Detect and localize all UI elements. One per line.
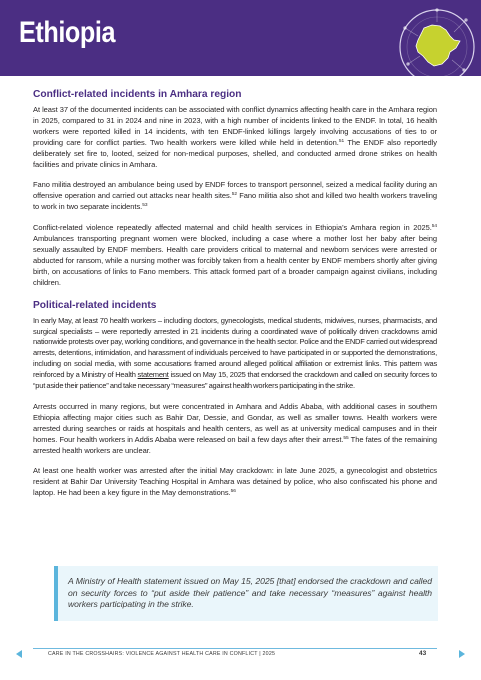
- footnote-ref[interactable]: 56: [230, 489, 236, 495]
- paragraph: Conflict-related violence repeatedly affected maternal and child health services in Ethiopia’s Amhara region in 2025.54 Ambulances transporting pregnant women were blocked, including a case where a mother lost her baby after being sexually assaulted by ENDF members. Health care providers critical to maternal and newborn services were arrested or abducted for ransom, while a nursing mother was forcibly taken from a health center by ENDF members shortly after giving birth, on accusations of links to Fano members. This attack formed part of a broader campaign against civilians, including children.: [33, 223, 437, 287]
- previous-page-arrow-icon[interactable]: [16, 650, 22, 658]
- ethiopia-map-icon: [396, 6, 478, 76]
- footnote-ref[interactable]: 53: [142, 203, 148, 209]
- footnote-ref[interactable]: 51: [338, 138, 345, 144]
- page-number: 43: [419, 650, 427, 657]
- paragraph: Arrests occurred in many regions, but were concentrated in Amhara and Addis Ababa, with additional cases in southern Ethiopia affecting major cities such as Bahir Dar, Dessie, and Gondar, as well as smaller towns. Health workers were arrested during searches or raids at hospitals and health centers, as well as at university medical campuses and in their homes. Four health workers in Addis Ababa were released on bail a few days after their arrest.$^{55}$ The fates of the remaining arrested health workers are unclear.: [33, 401, 437, 455]
- pull-quote-text: A Ministry of Health statement issued on May 15, 2025 [that] endorsed the crackdown and called on security forces to “put aside their patience” and take necessary “measures” against health workers participating in the strike.: [68, 576, 432, 610]
- next-page-arrow-icon[interactable]: [459, 650, 465, 658]
- footer-divider: [33, 648, 437, 649]
- quote-accent-bar: [54, 566, 58, 621]
- main-content: [33, 88, 437, 509]
- footnote-ref[interactable]: 52: [231, 192, 237, 198]
- footer-title: CARE IN THE CROSSHAIRS: VIOLENCE AGAINST HEALTH CARE IN CONFLICT | 2025: [48, 651, 276, 657]
- section-heading-conflict: Conflict-related incidents in Amhara region: [33, 89, 242, 100]
- pull-quote: [54, 566, 438, 621]
- page-title: Ethiopia: [19, 16, 116, 49]
- section-heading-political: Political-related incidents: [33, 299, 157, 311]
- page-header: [0, 0, 481, 76]
- paragraph: Fano militia destroyed an ambulance being used by ENDF forces to transport personnel, seized a medical facility during an offensive operation and carried out attacks near health sites.$^{52}$ Fano militia also shot and killed two health workers traveling to work in two separate incidents.$^{53}$: [33, 180, 437, 212]
- paragraph: At least one health worker was arrested after the initial May crackdown: in late June 2025, a gynecologist and obstetrics resident at Bahir Dar University Teaching Hospital in Amhara was detained by police, who also confiscated his phone and laptop. He had been a key figure in the May demonstrations.$^{56}$: [33, 466, 437, 498]
- paragraph: In early May, at least 70 health workers – including doctors, gynecologists, medical students, midwives, nurses, pharmacists, and surgical specialists – were reportedly arrested in 21 incidents during a coordinated wave of politically driven crackdowns amid nationwide protests over pay, working conditions, and governance in the health sector. Police and the ENDF carried out widespread arrests, detentions, intimidation, and harassment of individuals perceived to have participated in or supported the demonstrations, including on social media, with some accusations framed around alleged political affiliation or extremist links. This pattern was reinforced by a Ministry of Health statement issued on May 15, 2025 that endorsed the crackdown and called on security forces to “put aside their patience” and take necessary “measures” against health workers participating in the strike.: [33, 315, 437, 391]
- footnote-ref[interactable]: 55: [343, 435, 349, 441]
- footnote-ref[interactable]: 54: [431, 224, 437, 230]
- statement-link[interactable]: statement: [137, 370, 169, 380]
- paragraph: At least 37 of the documented incidents can be associated with conflict dynamics affecting health care in the Amhara region in 2025, compared to 31 in 2024 and nine in 2023, with a high number of incidents linked to the ENDF. In total, 16 health workers were reported killed in 14 incidents, with ten ENDF-linked killings largely involving accusations of ties to or providing care for conflict parties. Two health workers were killed while held in detention.$^{51}$ The ENDF also reportedly deliberately set fire to, looted, seized for non-medical purposes, shelled, and conducted armed drone strikes on health facilities and private clinics in Amhara.: [33, 105, 437, 169]
